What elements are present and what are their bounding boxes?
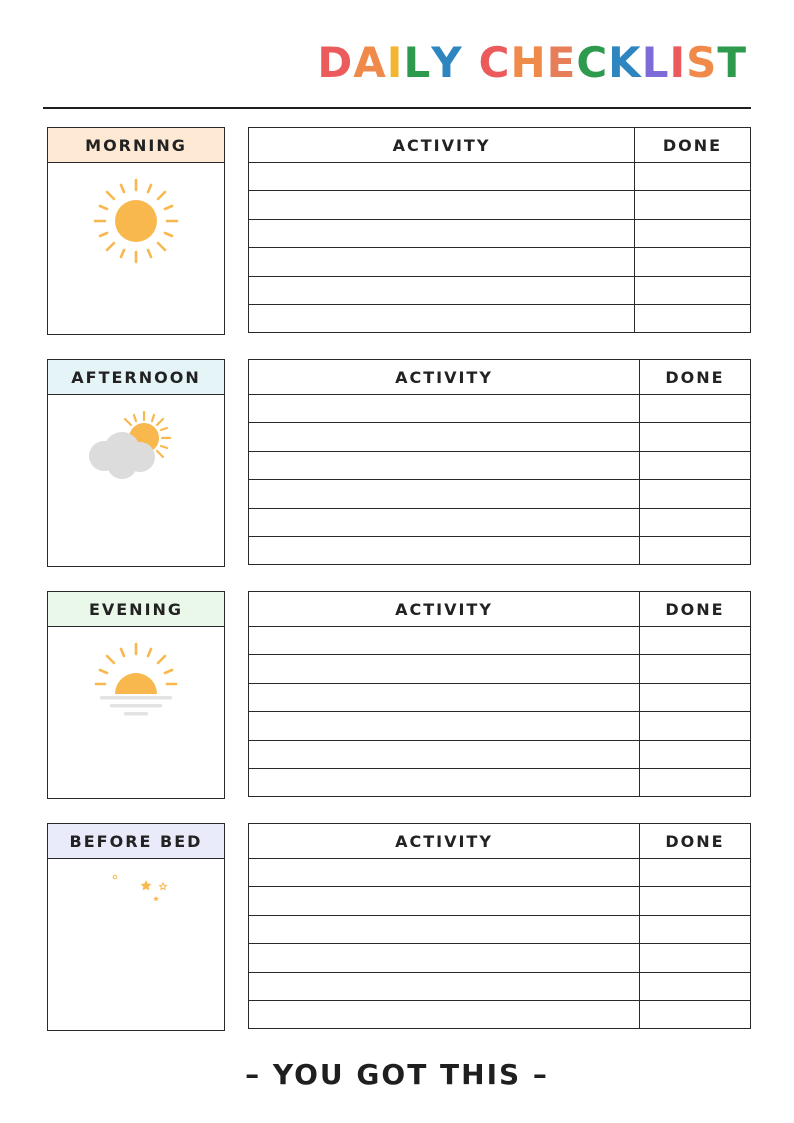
- activity-row: [249, 712, 751, 740]
- activity-cell[interactable]: [249, 536, 640, 564]
- activity-cell[interactable]: [249, 683, 640, 711]
- done-cell[interactable]: [635, 276, 751, 304]
- title-letter: K: [608, 38, 642, 87]
- done-column-header: DONE: [635, 128, 751, 163]
- done-cell[interactable]: [635, 163, 751, 191]
- activity-row: [249, 944, 751, 972]
- activity-table-morning: [248, 127, 751, 333]
- activity-cell[interactable]: [249, 395, 640, 423]
- period-header-before-bed: BEFORE BED: [48, 824, 224, 859]
- activity-column-header: ACTIVITY: [249, 592, 640, 627]
- title-letter: S: [686, 38, 718, 87]
- title-letter: L: [403, 38, 432, 87]
- activity-row: [249, 740, 751, 768]
- section-afternoon: [47, 359, 750, 567]
- title-letter: C: [576, 38, 609, 87]
- activity-cell[interactable]: [249, 276, 635, 304]
- done-cell[interactable]: [640, 480, 751, 508]
- done-column-header: DONE: [640, 824, 751, 859]
- done-cell[interactable]: [635, 191, 751, 219]
- activity-cell[interactable]: [249, 859, 640, 887]
- activity-column-header: ACTIVITY: [249, 360, 640, 395]
- title-letter: D: [317, 38, 354, 87]
- activity-cell[interactable]: [249, 451, 640, 479]
- activity-table-evening: [248, 591, 751, 797]
- period-card-before-bed: [47, 823, 225, 1031]
- done-cell[interactable]: [640, 915, 751, 943]
- activity-cell[interactable]: [249, 219, 635, 247]
- title-letter: I: [386, 38, 404, 87]
- activity-cell[interactable]: [249, 915, 640, 943]
- activity-row: [249, 423, 751, 451]
- activity-cell[interactable]: [249, 712, 640, 740]
- title-letter: A: [353, 38, 387, 87]
- activity-cell[interactable]: [249, 248, 635, 276]
- activity-cell[interactable]: [249, 944, 640, 972]
- done-cell[interactable]: [640, 536, 751, 564]
- activity-row: [249, 395, 751, 423]
- sun-icon: [86, 176, 186, 266]
- activity-row: [249, 1000, 751, 1028]
- section-before-bed: [47, 823, 750, 1031]
- activity-cell[interactable]: [249, 972, 640, 1000]
- activity-row: [249, 191, 751, 219]
- activity-cell[interactable]: [249, 304, 635, 332]
- activity-column-header: ACTIVITY: [249, 128, 635, 163]
- title-letter: L: [641, 38, 670, 87]
- section-morning: [47, 127, 750, 335]
- done-column-header: DONE: [640, 360, 751, 395]
- done-cell[interactable]: [640, 712, 751, 740]
- activity-cell[interactable]: [249, 1000, 640, 1028]
- done-cell[interactable]: [640, 972, 751, 1000]
- period-header-evening: EVENING: [48, 592, 224, 627]
- period-card-morning: [47, 127, 225, 335]
- activity-row: [249, 768, 751, 796]
- activity-cell[interactable]: [249, 768, 640, 796]
- sunset-icon: [86, 640, 186, 730]
- activity-table-before-bed: [248, 823, 751, 1029]
- activity-row: [249, 304, 751, 332]
- activity-row: [249, 219, 751, 247]
- activity-table-afternoon: [248, 359, 751, 565]
- period-header-morning: MORNING: [48, 128, 224, 163]
- period-card-evening: [47, 591, 225, 799]
- page-title: [317, 38, 747, 88]
- activity-cell[interactable]: [249, 627, 640, 655]
- done-cell[interactable]: [640, 627, 751, 655]
- done-column-header: DONE: [640, 592, 751, 627]
- activity-row: [249, 887, 751, 915]
- activity-cell[interactable]: [249, 191, 635, 219]
- done-cell[interactable]: [640, 740, 751, 768]
- title-letter: Y: [431, 38, 463, 87]
- done-cell[interactable]: [640, 655, 751, 683]
- activity-row: [249, 276, 751, 304]
- activity-row: [249, 627, 751, 655]
- done-cell[interactable]: [640, 423, 751, 451]
- activity-cell[interactable]: [249, 508, 640, 536]
- activity-cell[interactable]: [249, 423, 640, 451]
- activity-row: [249, 480, 751, 508]
- activity-cell[interactable]: [249, 163, 635, 191]
- activity-row: [249, 451, 751, 479]
- section-evening: [47, 591, 750, 799]
- done-cell[interactable]: [640, 451, 751, 479]
- done-cell[interactable]: [640, 887, 751, 915]
- period-card-afternoon: [47, 359, 225, 567]
- done-cell[interactable]: [640, 508, 751, 536]
- moon-stars-icon: [86, 872, 186, 962]
- activity-cell[interactable]: [249, 655, 640, 683]
- done-cell[interactable]: [640, 768, 751, 796]
- activity-row: [249, 508, 751, 536]
- activity-row: [249, 915, 751, 943]
- done-cell[interactable]: [640, 1000, 751, 1028]
- done-cell[interactable]: [640, 859, 751, 887]
- activity-row: [249, 972, 751, 1000]
- activity-row: [249, 655, 751, 683]
- title-letter: T: [717, 38, 747, 87]
- period-header-afternoon: AFTERNOON: [48, 360, 224, 395]
- activity-row: [249, 683, 751, 711]
- activity-row: [249, 163, 751, 191]
- done-cell[interactable]: [640, 395, 751, 423]
- activity-row: [249, 536, 751, 564]
- done-cell[interactable]: [640, 944, 751, 972]
- title-letter: C: [478, 38, 511, 87]
- done-cell[interactable]: [635, 219, 751, 247]
- title-divider: [43, 107, 751, 109]
- activity-column-header: ACTIVITY: [249, 824, 640, 859]
- done-cell[interactable]: [635, 248, 751, 276]
- title-letter: H: [510, 38, 547, 87]
- footer-motto: – YOU GOT THIS –: [245, 1058, 549, 1091]
- done-cell[interactable]: [640, 683, 751, 711]
- partly-cloudy-icon: [86, 408, 186, 498]
- activity-cell[interactable]: [249, 887, 640, 915]
- activity-cell[interactable]: [249, 480, 640, 508]
- activity-row: [249, 859, 751, 887]
- title-letter: I: [669, 38, 687, 87]
- activity-cell[interactable]: [249, 740, 640, 768]
- title-letter: E: [546, 38, 577, 87]
- done-cell[interactable]: [635, 304, 751, 332]
- activity-row: [249, 248, 751, 276]
